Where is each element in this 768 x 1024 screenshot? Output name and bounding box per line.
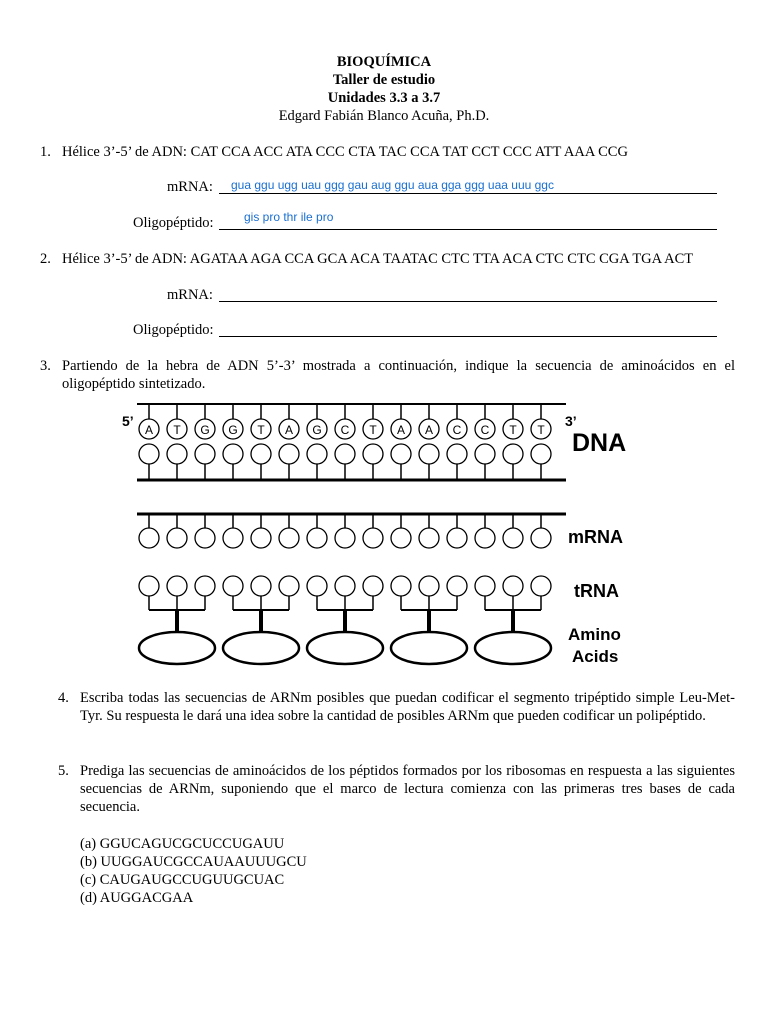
dna-complement-circle xyxy=(531,444,551,464)
trna-base-circle xyxy=(447,576,467,596)
dna-complement-circle xyxy=(251,444,271,464)
mrna-base-circle xyxy=(167,528,187,548)
mrna-base-circle xyxy=(139,528,159,548)
dna-base-letter: C xyxy=(340,423,350,437)
q2-oligo-label: Oligopéptido: xyxy=(133,322,214,338)
document-author: Edgard Fabián Blanco Acuña, Ph.D. xyxy=(278,108,490,124)
question-4 xyxy=(58,689,735,725)
dna-complement-circle xyxy=(279,444,299,464)
mrna-base-circle xyxy=(307,528,327,548)
trna-base-circle xyxy=(195,576,215,596)
dna-complement-circle xyxy=(447,444,467,464)
question-1-text: Hélice 3’-5’ de ADN: CAT CCA ACC ATA CCC CTA TAC CCA TAT CCT CCC ATT AAA CCG xyxy=(62,144,628,160)
question-5 xyxy=(58,762,735,816)
question-5-text: Prediga las secuencias de aminoácidos de los péptidos formados por los ribosomas en respuesta a las siguientes secuencias de ARNm, suponiendo que el marco de lectura comienza con las primeras tres bases de cada secuencia. xyxy=(80,763,735,815)
trna-base-circle xyxy=(531,576,551,596)
trna-base-circle xyxy=(167,576,187,596)
trna-base-circle xyxy=(307,576,327,596)
dna-complement-circle xyxy=(391,444,411,464)
dna-base-letter: A xyxy=(144,423,154,437)
dna-base-letter: G xyxy=(200,423,210,437)
trna-base-circle xyxy=(391,576,411,596)
mrna-base-circle xyxy=(195,528,215,548)
trna-base-circle xyxy=(279,576,299,596)
mrna-base-circle xyxy=(419,528,439,548)
question-3-text: Partiendo de la hebra de ADN 5’-3’ mostrada a continuación, indique la secuencia de aminoácidos en el oligopéptido sintetizado. xyxy=(62,358,735,392)
mrna-base-circle xyxy=(223,528,243,548)
dna-base-letter: C xyxy=(480,423,490,437)
dna-base-letter: T xyxy=(257,423,265,437)
trna-base-circle xyxy=(503,576,523,596)
dna-base-letter: T xyxy=(509,423,517,437)
dna-base-letter: G xyxy=(228,423,238,437)
dna-complement-circle xyxy=(223,444,243,464)
trna-base-circle xyxy=(419,576,439,596)
dna-complement-circle xyxy=(363,444,383,464)
dna-complement-circle xyxy=(335,444,355,464)
trna-base-circle xyxy=(139,576,159,596)
question-2-number: 2. xyxy=(40,251,51,267)
dna-complement-circle xyxy=(307,444,327,464)
amino-label-1: Amino xyxy=(568,625,621,644)
dna-base-letter: A xyxy=(396,423,406,437)
mrna-base-circle xyxy=(531,528,551,548)
q1-oligo-label: Oligopéptido: xyxy=(133,215,214,231)
mrna-base-circle xyxy=(447,528,467,548)
mrna-base-circle xyxy=(475,528,495,548)
trna-base-circle xyxy=(475,576,495,596)
mrna-label: mRNA xyxy=(568,527,624,547)
sequence-a: (a) GGUCAGUCGCUCCUGAUU xyxy=(80,836,285,852)
mrna-base-circle xyxy=(363,528,383,548)
sequence-c: (c) CAUGAUGCCUGUUGCUAC xyxy=(80,872,285,888)
amino-label-2: Acids xyxy=(572,647,619,666)
document-title: BIOQUÍMICA xyxy=(336,54,432,70)
dna-complement-circle xyxy=(419,444,439,464)
dna-base-letter: T xyxy=(537,423,545,437)
dna-complement-circle xyxy=(195,444,215,464)
mrna-base-circle xyxy=(335,528,355,548)
trna-base-circle xyxy=(363,576,383,596)
five-prime-label: 5’ xyxy=(122,413,134,429)
amino-acid-ellipse xyxy=(391,632,467,664)
question-4-text: Escriba todas las secuencias de ARNm posibles que puedan codificar el segmento tripéptido simple Leu-Met-Tyr. Su respuesta le dará una idea sobre la cantidad de posibles ARNm que pueden codificar un polipéptido. xyxy=(80,690,735,724)
dna-base-letter: T xyxy=(173,423,181,437)
amino-acid-ellipse xyxy=(139,632,215,664)
trna-base-circle xyxy=(223,576,243,596)
dna-complement-circle xyxy=(167,444,187,464)
question-4-number: 4. xyxy=(58,690,69,706)
question-5-number: 5. xyxy=(58,763,69,779)
dna-base-letter: C xyxy=(452,423,462,437)
amino-acid-ellipse xyxy=(475,632,551,664)
mrna-base-circle xyxy=(279,528,299,548)
amino-acid-ellipse xyxy=(223,632,299,664)
sequence-b: (b) UUGGAUCGCCAUAAUUUGCU xyxy=(80,854,307,870)
dna-base-letter: A xyxy=(424,423,434,437)
document-units: Unidades 3.3 a 3.7 xyxy=(327,90,441,106)
mrna-base-circle xyxy=(391,528,411,548)
dna-complement-circle xyxy=(475,444,495,464)
dna-base-letter: T xyxy=(369,423,377,437)
q1-mrna-answer: gua ggu ugg uau ggg gau aug ggu aua gga ggg uaa uuu ggc xyxy=(231,178,554,192)
dna-complement-circle xyxy=(503,444,523,464)
three-prime-label: 3’ xyxy=(565,413,577,429)
dna-base-letter: G xyxy=(312,423,322,437)
sequence-d: (d) AUGGACGAA xyxy=(80,890,194,906)
dna-base-letter: A xyxy=(284,423,294,437)
q2-mrna-label: mRNA: xyxy=(167,287,213,303)
q1-oligo-answer: gis pro thr ile pro xyxy=(244,210,334,224)
trna-label: tRNA xyxy=(574,581,619,601)
trna-base-circle xyxy=(251,576,271,596)
question-1-number: 1. xyxy=(40,144,51,160)
amino-acid-ellipse xyxy=(307,632,383,664)
mrna-base-circle xyxy=(251,528,271,548)
question-3-number: 3. xyxy=(40,358,51,374)
dna-label: DNA xyxy=(572,429,627,457)
document-subtitle: Taller de estudio xyxy=(332,72,436,88)
question-2-text: Hélice 3’-5’ de ADN: AGATAA AGA CCA GCA ACA TAATAC CTC TTA ACA CTC CTC CGA TGA ACT xyxy=(62,251,694,267)
dna-complement-circle xyxy=(139,444,159,464)
q1-mrna-label: mRNA: xyxy=(167,179,213,195)
trna-base-circle xyxy=(335,576,355,596)
mrna-base-circle xyxy=(503,528,523,548)
